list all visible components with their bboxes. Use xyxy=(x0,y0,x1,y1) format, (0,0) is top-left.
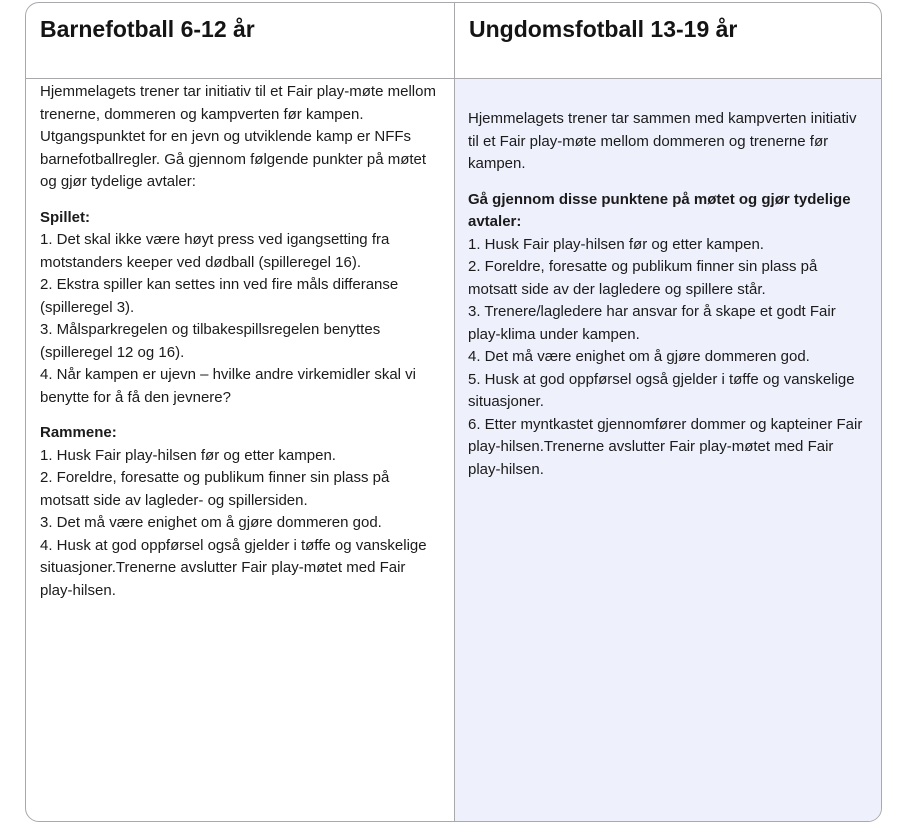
list-item: 5. Husk at god oppførsel også gjelder i tøffe og vanskelige situasjoner. xyxy=(468,370,855,410)
list-item: 1. Det skal ikke være høyt press ved igangsetting fra motstanders keeper ved dødball (spilleregel 16). xyxy=(40,231,390,271)
list-item: 4. Husk at god oppførsel også gjelder i tøffe og vanskelige situasjoner.Trenerne avslutter Fair play-møtet med Fair play-hilsen. xyxy=(40,536,427,599)
header-youth xyxy=(455,3,881,79)
section-title-game: Spillet: xyxy=(40,208,91,226)
list-item: 6. Etter myntkastet gjennomfører dommer og kapteiner Fair play-hilsen.Trenerne avslutter Fair play-møtet med Fair play-hilsen. xyxy=(468,415,863,478)
list-item: 2. Foreldre, foresatte og publikum finner sin plass på motsatt side av der lagledere og spillere står. xyxy=(468,258,818,298)
list-item: 1. Husk Fair play-hilsen før og etter kampen. xyxy=(40,446,336,464)
header-children xyxy=(26,3,455,79)
list-item: 1. Husk Fair play-hilsen før og etter kampen. xyxy=(468,235,764,253)
list-item: 3. Trenere/lagledere har ansvar for å skape et godt Fair play-klima under kampen. xyxy=(468,303,836,343)
list-item: 2. Ekstra spiller kan settes inn ved fire måls differanse (spilleregel 3). xyxy=(40,276,399,316)
column-title-children: Barnefotball 6-12 år xyxy=(40,16,255,42)
youth-intro: Hjemmelagets trener tar sammen med kampverten initiativ til et Fair play-møte mellom dommeren og trenerne før kampen. xyxy=(468,110,857,172)
children-intro: Hjemmelagets trener tar initiativ til et Fair play-møte mellom trenerne, dommeren og kampverten før kampen. Utgangspunktet for en jevn og utviklende kamp er NFFs barnefotballregler. Gå gjennom følgende punkter på møtet og gjør tydelige avtaler: xyxy=(40,83,436,190)
list-item: 2. Foreldre, foresatte og publikum finner sin plass på motsatt side av lagleder- og spillersiden. xyxy=(40,469,390,509)
list-item: 3. Det må være enighet om å gjøre dommeren god. xyxy=(40,514,382,531)
section-title-framework: Rammene: xyxy=(40,424,117,441)
fair-play-table xyxy=(25,2,882,822)
list-item: 4. Når kampen er ujevn – hvilke andre virkemidler skal vi benytte for å få den jevnere? xyxy=(40,366,416,406)
children-rules-cell xyxy=(26,79,455,821)
column-title-youth: Ungdomsfotball 13-19 år xyxy=(469,16,738,42)
list-item: 4. Det må være enighet om å gjøre dommeren god. xyxy=(468,348,810,365)
youth-rules-cell xyxy=(455,79,881,821)
section-title-agreements: Gå gjennom disse punktene på møtet og gjør tydelige avtaler: xyxy=(468,190,851,230)
list-item: 3. Målsparkregelen og tilbakespillsregelen benyttes (spilleregel 12 og 16). xyxy=(40,321,381,361)
